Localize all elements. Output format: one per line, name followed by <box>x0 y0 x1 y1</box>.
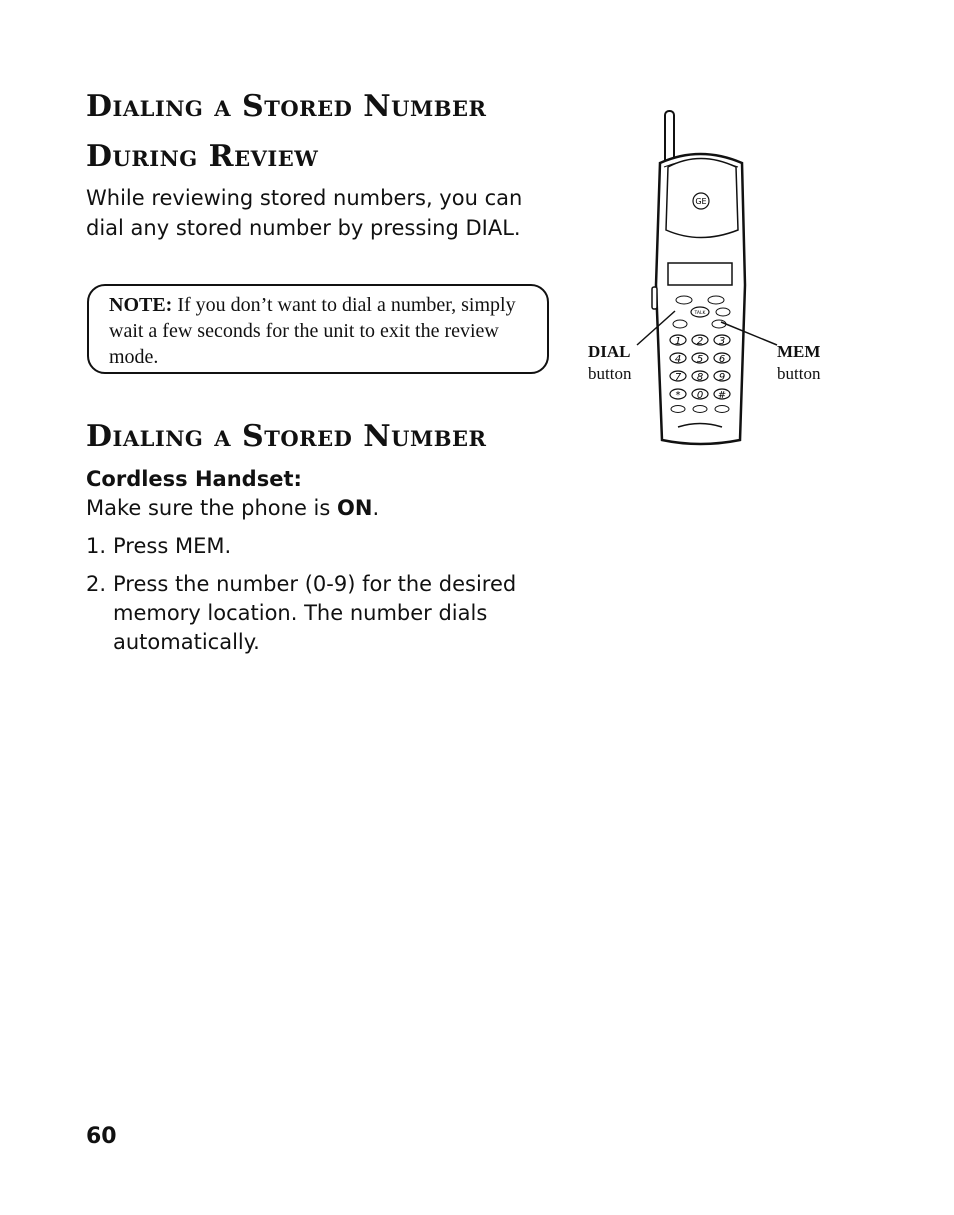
instruction-suffix: . <box>372 496 380 520</box>
review-section-title <box>86 82 486 182</box>
svg-text:6: 6 <box>718 354 726 365</box>
svg-text:0: 0 <box>696 390 704 401</box>
dial-button-callout <box>588 341 631 385</box>
step-number: 1. <box>86 534 107 558</box>
dial-button <box>673 320 687 328</box>
talk-label: TALK <box>694 311 706 316</box>
step-text: Press MEM. <box>113 534 232 558</box>
step-text: Press the number (0-9) for the desired memory location. The number dials automatically. <box>113 572 517 654</box>
svg-text:1: 1 <box>674 336 682 347</box>
review-title-line1: Dialing a Stored Number <box>86 89 487 124</box>
mem-callout-label: MEM <box>777 342 821 361</box>
note-box <box>87 284 549 374</box>
stored-section-title: Dialing a Stored Number <box>86 419 487 454</box>
svg-text:GE: GE <box>695 197 707 206</box>
mem-callout-sub: button <box>777 364 821 383</box>
cordless-handset-subheading: Cordless Handset: <box>86 467 302 491</box>
display-screen <box>668 263 732 285</box>
steps-list <box>86 532 526 666</box>
svg-text:4: 4 <box>674 354 682 365</box>
step-item <box>86 532 526 561</box>
note-text: If you don’t want to dial a number, simply wait a few seconds for the unit to exit the review mode. <box>109 294 516 368</box>
review-title-line2: During Review <box>86 139 319 174</box>
svg-text:7: 7 <box>674 372 682 383</box>
page-number: 60 <box>86 1124 117 1149</box>
note-label: NOTE: <box>109 294 173 316</box>
svg-text:2: 2 <box>696 336 704 347</box>
dial-callout-label: DIAL <box>588 342 631 361</box>
step-number: 2. <box>86 572 107 596</box>
instruction-prefix: Make sure the phone is <box>86 496 337 520</box>
svg-text:5: 5 <box>696 354 704 365</box>
svg-text:#: # <box>717 390 727 401</box>
step-item <box>86 570 526 657</box>
instruction-on: ON <box>337 496 373 520</box>
antenna <box>665 111 674 165</box>
phone-on-instruction <box>86 493 379 523</box>
svg-text:3: 3 <box>718 336 726 347</box>
cordless-handset-illustration <box>580 105 850 455</box>
review-intro-text: While reviewing stored numbers, you can dial any stored number by pressing DIAL. <box>86 186 523 240</box>
mem-button-callout <box>777 341 820 385</box>
dial-callout-sub: button <box>588 364 632 383</box>
svg-text:8: 8 <box>696 372 704 383</box>
svg-text:9: 9 <box>718 372 726 383</box>
svg-text:*: * <box>675 390 681 401</box>
